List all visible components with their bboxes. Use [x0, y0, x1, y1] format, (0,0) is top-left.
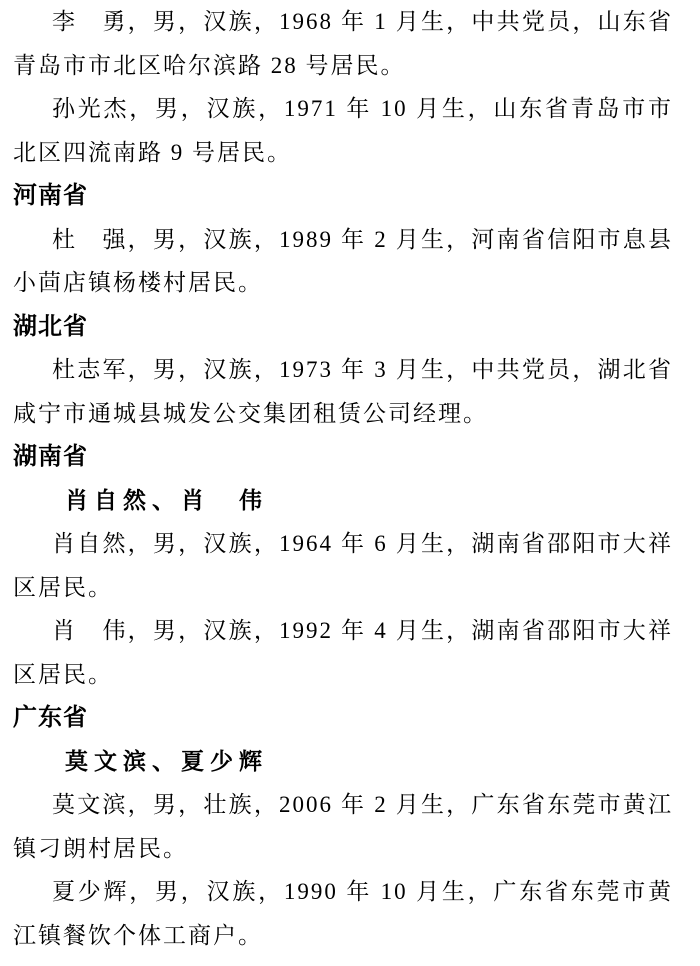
- person-entry-mo-wenbin: 莫文滨，男，壮族，2006 年 2 月生，广东省东莞市黄江镇刁朗村居民。: [13, 792, 673, 861]
- person-entry-sun-guangjie: 孙光杰，男，汉族，1971 年 10 月生，山东省青岛市市北区四流南路 9 号居民。: [13, 96, 673, 165]
- person-entry-du-zhijun: 杜志军，男，汉族，1973 年 3 月生，中共党员，湖北省咸宁市通城县城发公交集团租赁公司经理。: [13, 357, 673, 426]
- person-entry-du-qiang: 杜 强，男，汉族，1989 年 2 月生，河南省信阳市息县小茴店镇杨楼村居民。: [13, 226, 673, 295]
- province-heading-henan: 河南省: [13, 182, 88, 209]
- person-entry-xia-shaohui: 夏少辉，男，汉族，1990 年 10 月生，广东省东莞市黄江镇餐饮个体工商户。: [13, 879, 673, 948]
- person-entry-xiao-wei: 肖 伟，男，汉族，1992 年 4 月生，湖南省邵阳市大祥区居民。: [13, 618, 673, 687]
- province-heading-hunan: 湖南省: [13, 443, 88, 470]
- names-heading-xiao: 肖自然、肖 伟: [65, 486, 268, 513]
- names-heading-mo-xia: 莫文滨、夏少辉: [65, 747, 268, 774]
- person-entry-xiao-ziran: 肖自然，男，汉族，1964 年 6 月生，湖南省邵阳市大祥区居民。: [13, 531, 673, 600]
- person-entry-li-yong: 李 勇，男，汉族，1968 年 1 月生，中共党员，山东省青岛市市北区哈尔滨路 28 号居民。: [13, 9, 673, 78]
- province-heading-hubei: 湖北省: [13, 312, 88, 340]
- province-heading-guangdong: 广东省: [13, 704, 88, 731]
